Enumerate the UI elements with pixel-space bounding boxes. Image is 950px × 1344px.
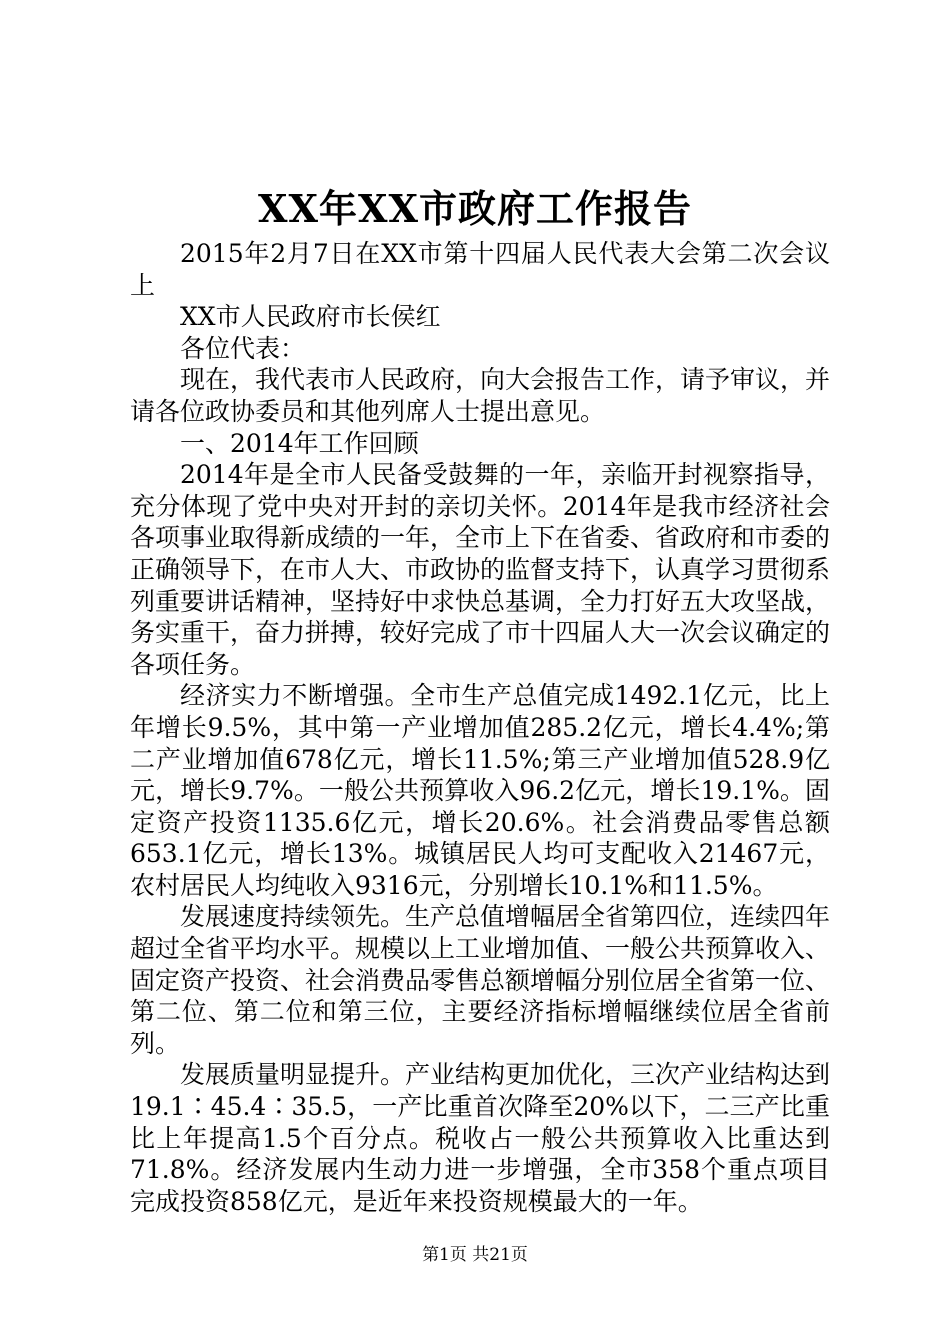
paragraph: 2014年是全市人民备受鼓舞的一年，亲临开封视察指导，充分体现了党中央对开封的亲切关怀。2014年是我市经济社会各项事业取得新成绩的一年，全市上下在省委、省政府和市委的正确领导下，在市人大、市政协的监督支持下，认真学习贯彻系列重要讲话精神，坚持好中求快总基调，全力打好五大攻坚战，务实重干，奋力拼搏，较好完成了市十四届人大一次会议确定的各项任务。 bbox=[130, 460, 831, 679]
document-title: XX年XX市政府工作报告 bbox=[258, 186, 692, 231]
speaker-line: XX市人民政府市长侯红 bbox=[180, 302, 441, 332]
salutation: 各位代表： bbox=[180, 333, 306, 363]
paragraph: 发展质量明显提升。产业结构更加优化，三次产业结构达到19.1∶45.4∶35.5，一产比重首次降至20%以下，二三产比重比上年提高1.5个百分点。税收占一般公共预算收入比重达到71.8%。经济发展内生动力进一步增强，全市358个重点项目完成投资858亿元，是近年来投资规模最大的一年。 bbox=[130, 1060, 831, 1216]
paragraph: 经济实力不断增强。全市生产总值完成1492.1亿元，比上年增长9.5%，其中第一产业增加值285.2亿元，增长4.4%;第二产业增加值678亿元，增长11.5%;第三产业增加值528.9亿元，增长9.7%。一般公共预算收入96.2亿元，增长19.1%。固定资产投资1135.6亿元，增长20.6%。社会消费品零售总额653.1亿元，增长13%。城镇居民人均可支配收入21467元，农村居民人均纯收入9316元，分别增长10.1%和11.5%。 bbox=[130, 681, 830, 900]
paragraph: 现在，我代表市人民政府，向大会报告工作，请予审议，并请各位政协委员和其他列席人士提出意见。 bbox=[130, 365, 831, 426]
meeting-line: 2015年2月7日在XX市第十四届人民代表大会第二次会议上 bbox=[130, 239, 830, 300]
page-footer: 第1页 共21页 bbox=[422, 1245, 528, 1265]
section-heading: 一、2014年工作回顾 bbox=[180, 428, 419, 458]
paragraph: 发展速度持续领先。生产总值增幅居全省第四位，连续四年超过全省平均水平。规模以上工业增加值、一般公共预算收入、固定资产投资、社会消费品零售总额增幅分别位居全省第一位、第二位、第二位和第三位，主要经济指标增幅继续位居全省前列。 bbox=[130, 902, 831, 1058]
document-body bbox=[130, 238, 830, 1217]
